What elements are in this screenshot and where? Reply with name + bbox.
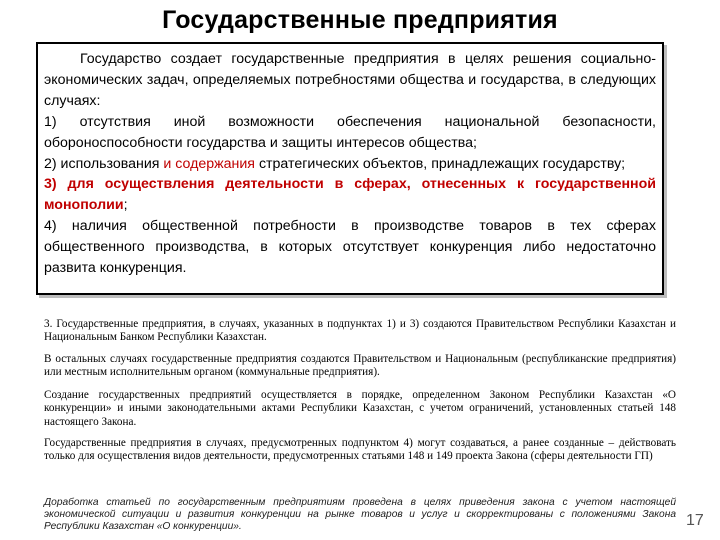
footnote: Доработка статьей по государственным предприятиям проведена в целях приведения закона с учетом настоящей экономической ситуации и развития конкуренции на рынке товаров и услуг и скорректированы с положениями Закона Республики Казахстан «О конкуренции».	[44, 497, 676, 533]
paragraph-2: В остальных случаях государственные предприятия создаются Правительством и Национальным (республиканские предприятия) или местным исполнительным органом (коммунальные предприятия).	[44, 353, 676, 379]
intro-paragraph: Государство создает государственные предприятия в целях решения социально-экономических задач, определяемых потребностями общества и государства, в следующих случаях:	[44, 51, 656, 109]
list-item-3-suffix: ;	[123, 197, 128, 214]
list-item-2-highlight: и содержания	[163, 155, 255, 172]
list-item-2-suffix: стратегических объектов, принадлежащих государству;	[255, 155, 626, 172]
paragraph-4: Государственные предприятия в случаях, предусмотренных подпунктом 4) могут создаваться, а ранее созданные – действовать только для осуществления видов деятельности, предусмотренных статьями 148 и 149 проекта Закона (сферы деятельности ГП)	[44, 437, 676, 463]
list-item-3-highlight: 3) для осуществления деятельности в сферах, отнесенных к государственной монополии	[44, 176, 656, 214]
paragraph-3: Создание государственных предприятий осуществляется в порядке, определенном Законом Республики Казахстан «О конкуренции» и иными законодательными актами Республики Казахстан, с учетом ограничений, установленных статьей 148 настоящего Закона.	[44, 389, 676, 428]
slide-title: Государственные предприятия	[162, 6, 558, 34]
list-item-1: 1) отсутствия иной возможности обеспечения национальной безопасности, обороноспособности государства и защиты интересов общества;	[44, 113, 656, 151]
list-item-3	[44, 174, 656, 216]
list-item-2	[44, 154, 656, 175]
main-text-box	[36, 42, 664, 295]
list-item-4: 4) наличия общественной потребности в производстве товаров в тех сферах общественного производства, в которых отсутствует конкуренция либо недостаточно развита конкуренция.	[44, 218, 656, 277]
page-number: 17	[686, 512, 704, 529]
paragraph-1: 3. Государственные предприятия, в случаях, указанных в подпунктах 1) и 3) создаются Правительством Республики Казахстан и Национальным Банком Республики Казахстан.	[44, 318, 676, 344]
list-item-2-prefix: 2) использования	[44, 155, 164, 172]
